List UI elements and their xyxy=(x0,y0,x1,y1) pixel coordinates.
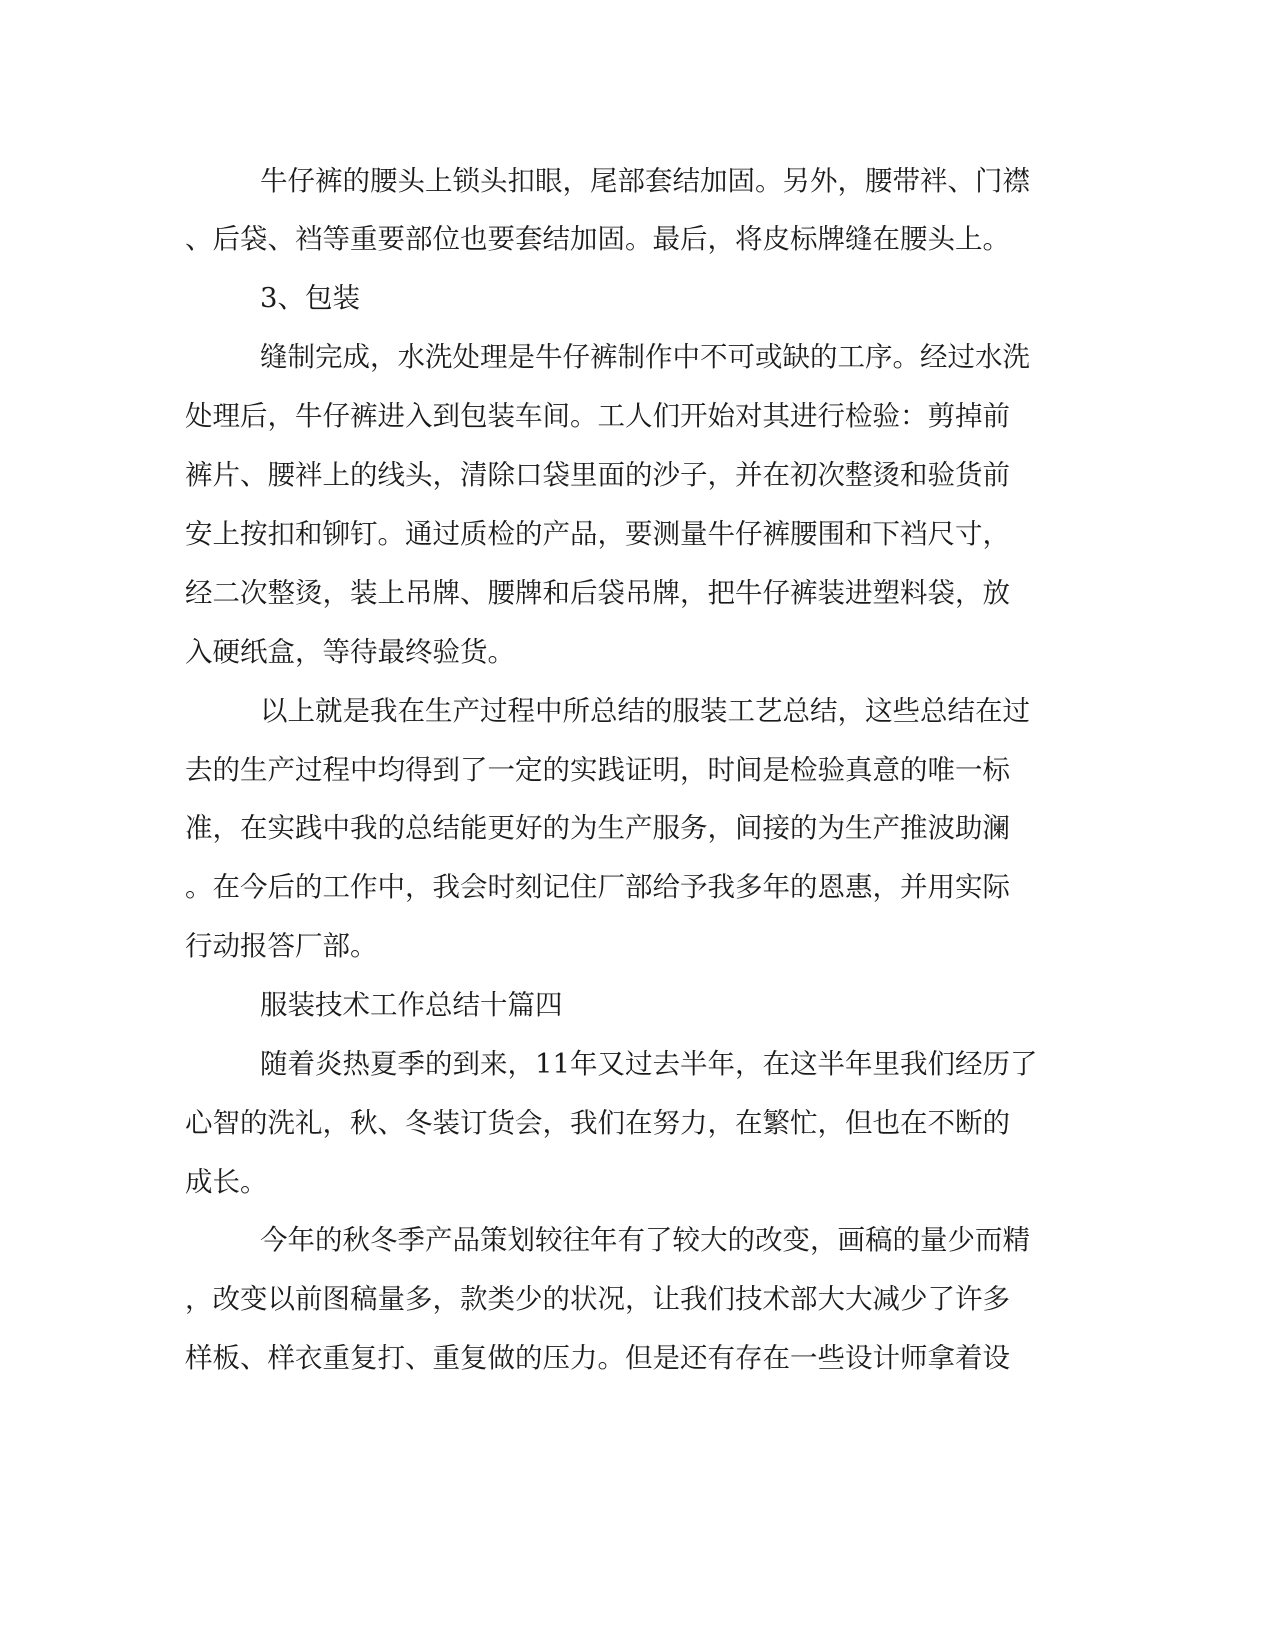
text-line: 准，在实践中我的总结能更好的为生产服务，间接的为生产推波助澜 xyxy=(185,812,1010,844)
text-line: ，改变以前图稿量多，款类少的状况，让我们技术部大大减少了许多 xyxy=(185,1283,1010,1315)
text-line: 以上就是我在生产过程中所总结的服装工艺总结，这些总结在过 xyxy=(260,695,1030,727)
text-line: 处理后，牛仔裤进入到包装车间。工人们开始对其进行检验：剪掉前 xyxy=(185,400,1010,432)
text-line: 成长。 xyxy=(185,1166,268,1198)
text-line: 。在今后的工作中，我会时刻记住厂部给予我多年的恩惠，并用实际 xyxy=(185,871,1010,903)
text-line: 、后袋、裆等重要部位也要套结加固。最后，将皮标牌缝在腰头上。 xyxy=(185,223,1010,255)
text-line: 经二次整烫，装上吊牌、腰牌和后袋吊牌，把牛仔裤装进塑料袋，放 xyxy=(185,577,1010,609)
text-line: 缝制完成，水洗处理是牛仔裤制作中不可或缺的工序。经过水洗 xyxy=(260,341,1030,373)
text-line: 安上按扣和铆钉。通过质检的产品，要测量牛仔裤腰围和下裆尺寸， xyxy=(185,518,1010,550)
section-heading: 3、包装 xyxy=(260,282,360,314)
text-line: 去的生产过程中均得到了一定的实践证明，时间是检验真意的唯一标 xyxy=(185,754,1010,786)
text-line: 随着炎热夏季的到来，11年又过去半年，在这半年里我们经历了 xyxy=(260,1048,1038,1080)
text-line: 裤片、腰袢上的线头，清除口袋里面的沙子，并在初次整烫和验货前 xyxy=(185,459,1010,491)
text-line: 入硬纸盒，等待最终验货。 xyxy=(185,636,515,668)
text-line: 今年的秋冬季产品策划较往年有了较大的改变，画稿的量少而精 xyxy=(260,1224,1030,1256)
text-line: 样板、样衣重复打、重复做的压力。但是还有存在一些设计师拿着设 xyxy=(185,1342,1010,1374)
text-line: 牛仔裤的腰头上锁头扣眼，尾部套结加固。另外，腰带袢、门襟 xyxy=(260,165,1030,197)
section-heading: 服装技术工作总结十篇四 xyxy=(260,989,563,1021)
text-line: 行动报答厂部。 xyxy=(185,930,378,962)
text-line: 心智的洗礼，秋、冬装订货会，我们在努力，在繁忙，但也在不断的 xyxy=(185,1107,1010,1139)
